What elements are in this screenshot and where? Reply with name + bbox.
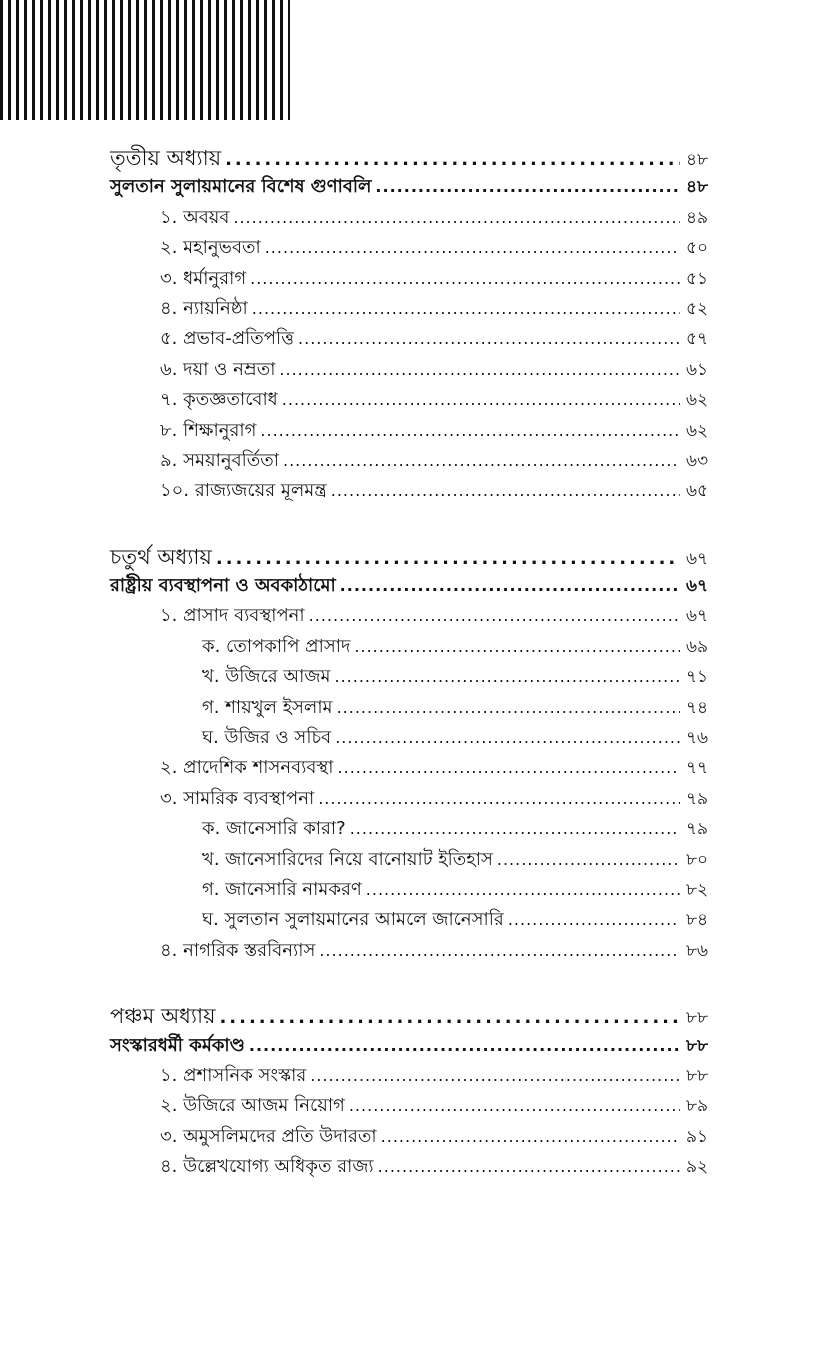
entry-title: ৪. উল্লেখযোগ্য অধিকৃত রাজ্য xyxy=(160,1156,374,1178)
page-number: ৭৬ xyxy=(686,728,709,749)
entry-title: ৩. অমুসলিমদের প্রতি উদারতা xyxy=(160,1125,377,1147)
entry-title: ১. প্রাসাদ ব্যবস্থাপনা xyxy=(160,605,305,627)
toc-chapter[interactable] xyxy=(110,1000,722,1030)
chapter-title: পঞ্চম অধ্যায় xyxy=(110,1004,216,1029)
page-number: ৫৭ xyxy=(686,329,709,350)
page-number: ৮৬ xyxy=(686,940,709,961)
heading-title: সুলতান সুলায়মানের বিশেষ গুণাবলি xyxy=(110,176,372,198)
toc-entry[interactable] xyxy=(110,753,722,783)
toc-heading[interactable] xyxy=(110,172,722,202)
page-number: ৪৮ xyxy=(686,177,709,198)
toc-entry[interactable] xyxy=(110,1091,722,1121)
leader-dots xyxy=(340,576,680,595)
page-number: ৬৭ xyxy=(686,576,709,597)
entry-title: ২. মহানুভবতা xyxy=(160,237,261,259)
page-number: ৮৮ xyxy=(686,1008,709,1029)
barcode-decoration xyxy=(0,0,290,120)
toc-entry[interactable] xyxy=(110,601,722,631)
leader-dots xyxy=(260,421,680,440)
toc-chapter[interactable] xyxy=(110,142,722,172)
entry-title: ৫. প্রভাব-প্রতিপত্তি xyxy=(160,328,295,350)
leader-dots xyxy=(338,758,680,777)
toc-entry[interactable] xyxy=(110,203,722,233)
toc-entry[interactable] xyxy=(110,1152,722,1182)
entry-title: গ. শায়খুল ইসলাম xyxy=(202,696,333,718)
entry-title: ৪. নাগরিক স্তরবিন্যাস xyxy=(160,939,316,961)
heading-title: সংস্কারধর্মী কর্মকাণ্ড xyxy=(110,1034,245,1056)
entry-title: খ. জানেসারিদের নিয়ে বানোয়াট ইতিহাস xyxy=(202,848,493,870)
leader-dots xyxy=(216,548,680,569)
leader-dots xyxy=(310,1066,680,1085)
leader-dots xyxy=(250,269,680,288)
leader-dots xyxy=(225,149,680,170)
toc-subentry[interactable] xyxy=(110,905,722,935)
leader-dots xyxy=(335,728,680,747)
leader-dots xyxy=(282,390,680,409)
toc-heading[interactable] xyxy=(110,571,722,601)
page-number: ৬৭ xyxy=(686,548,709,569)
page-number: ৭৪ xyxy=(686,697,709,718)
leader-dots xyxy=(354,637,680,656)
page-number: ৬২ xyxy=(686,390,709,411)
leader-dots xyxy=(508,910,680,929)
page-number: ৮৮ xyxy=(686,1065,709,1086)
leader-dots xyxy=(283,451,680,470)
page-number: ৬১ xyxy=(686,359,709,380)
leader-dots xyxy=(252,299,680,318)
heading-title: রাষ্ট্রীয় ব্যবস্থাপনা ও অবকাঠামো xyxy=(110,575,336,597)
page-number: ৪৮ xyxy=(686,150,709,170)
page-number: ৮২ xyxy=(686,879,709,900)
toc-entry[interactable] xyxy=(110,1061,722,1091)
leader-dots xyxy=(265,238,680,257)
table-of-contents xyxy=(110,142,722,1183)
leader-dots xyxy=(318,789,680,808)
leader-dots xyxy=(331,481,680,500)
toc-entry[interactable] xyxy=(110,294,722,324)
page-number: ৬৯ xyxy=(686,636,709,657)
leader-dots xyxy=(249,1036,680,1055)
entry-title: ২. প্রাদেশিক শাসনব্যবস্থা xyxy=(160,757,334,779)
toc-entry[interactable] xyxy=(110,1122,722,1152)
page-number: ৮৯ xyxy=(686,1096,709,1117)
page-number: ৫১ xyxy=(686,268,709,289)
page-number: ৭১ xyxy=(686,667,709,688)
page-number: ৯১ xyxy=(686,1126,709,1147)
toc-subentry[interactable] xyxy=(110,875,722,905)
toc-entry[interactable] xyxy=(110,264,722,294)
entry-title: ৯. সময়ানুবর্তিতা xyxy=(160,449,279,471)
leader-dots xyxy=(335,667,681,686)
toc-subentry[interactable] xyxy=(110,693,722,723)
toc-entry[interactable] xyxy=(110,324,722,354)
section-gap xyxy=(110,507,722,541)
toc-subentry[interactable] xyxy=(110,632,722,662)
page-number: ৬২ xyxy=(686,420,709,441)
entry-title: ১০. রাজ্যজয়ের মূলমন্ত্র xyxy=(160,480,327,502)
section-gap xyxy=(110,966,722,1000)
page-number: ৪৯ xyxy=(686,207,709,228)
toc-subentry[interactable] xyxy=(110,662,722,692)
entry-title: ১. প্রশাসনিক সংস্কার xyxy=(160,1064,307,1086)
leader-dots xyxy=(309,606,680,625)
leader-dots xyxy=(375,177,680,196)
toc-subentry[interactable] xyxy=(110,845,722,875)
toc-entry[interactable] xyxy=(110,416,722,446)
entry-title: ঘ. উজির ও সচিব xyxy=(202,727,332,749)
entry-title: ৩. সামরিক ব্যবস্থাপনা xyxy=(160,787,315,809)
page-number: ৬৭ xyxy=(686,606,709,627)
entry-title: ৭. কৃতজ্ঞতাবোধ xyxy=(160,389,278,411)
leader-dots xyxy=(381,1127,680,1146)
toc-entry[interactable] xyxy=(110,784,722,814)
page-number: ৫০ xyxy=(686,238,709,259)
leader-dots xyxy=(349,1096,680,1115)
toc-entry[interactable] xyxy=(110,385,722,415)
toc-entry[interactable] xyxy=(110,233,722,263)
toc-entry[interactable] xyxy=(110,936,722,966)
leader-dots xyxy=(219,1007,680,1028)
entry-title: ১. অবয়ব xyxy=(160,206,230,228)
entry-title: ক. জানেসারি কারা? xyxy=(202,818,346,840)
leader-dots xyxy=(298,329,680,348)
leader-dots xyxy=(350,819,680,838)
toc-entry[interactable] xyxy=(110,446,722,476)
entry-title: খ. উজিরে আজম xyxy=(202,666,331,688)
entry-title: ৬. দয়া ও নম্রতা xyxy=(160,358,276,380)
leader-dots xyxy=(366,880,680,899)
toc-chapter[interactable] xyxy=(110,541,722,571)
entry-title: ৪. ন্যায়নিষ্ঠা xyxy=(160,297,248,319)
page-number: ৯২ xyxy=(686,1157,709,1178)
leader-dots xyxy=(378,1157,680,1176)
toc-subentry[interactable] xyxy=(110,814,722,844)
entry-title: ক. তোপকাপি প্রাসাদ xyxy=(202,635,351,657)
entry-title: ঘ. সুলতান সুলায়মানের আমলে জানেসারি xyxy=(202,909,504,931)
page-number: ৮৪ xyxy=(686,910,709,931)
entry-title: ২. উজিরে আজম নিয়োগ xyxy=(160,1095,345,1117)
leader-dots xyxy=(279,360,680,379)
leader-dots xyxy=(497,850,680,869)
toc-entry[interactable] xyxy=(110,355,722,385)
page-number: ৬৩ xyxy=(686,450,709,471)
chapter-title: চতুর্থ অধ্যায় xyxy=(110,544,212,569)
page-number: ৮৮ xyxy=(686,1035,709,1056)
entry-title: ৩. ধর্মানুরাগ xyxy=(160,267,247,289)
page-number: ৮০ xyxy=(686,849,709,870)
page-number: ৫২ xyxy=(686,298,709,319)
page-number: ৬৫ xyxy=(686,481,709,502)
page-number: ৭৭ xyxy=(686,758,709,779)
toc-heading[interactable] xyxy=(110,1031,722,1061)
leader-dots xyxy=(319,941,680,960)
toc-entry[interactable] xyxy=(110,476,722,506)
leader-dots xyxy=(233,208,680,227)
page-number: ৭৯ xyxy=(686,788,709,809)
leader-dots xyxy=(337,698,680,717)
toc-subentry[interactable] xyxy=(110,723,722,753)
entry-title: গ. জানেসারি নামকরণ xyxy=(202,878,362,900)
entry-title: ৮. শিক্ষানুরাগ xyxy=(160,419,257,441)
page-number: ৭৯ xyxy=(686,819,709,840)
chapter-title: তৃতীয় অধ্যায় xyxy=(110,146,222,170)
